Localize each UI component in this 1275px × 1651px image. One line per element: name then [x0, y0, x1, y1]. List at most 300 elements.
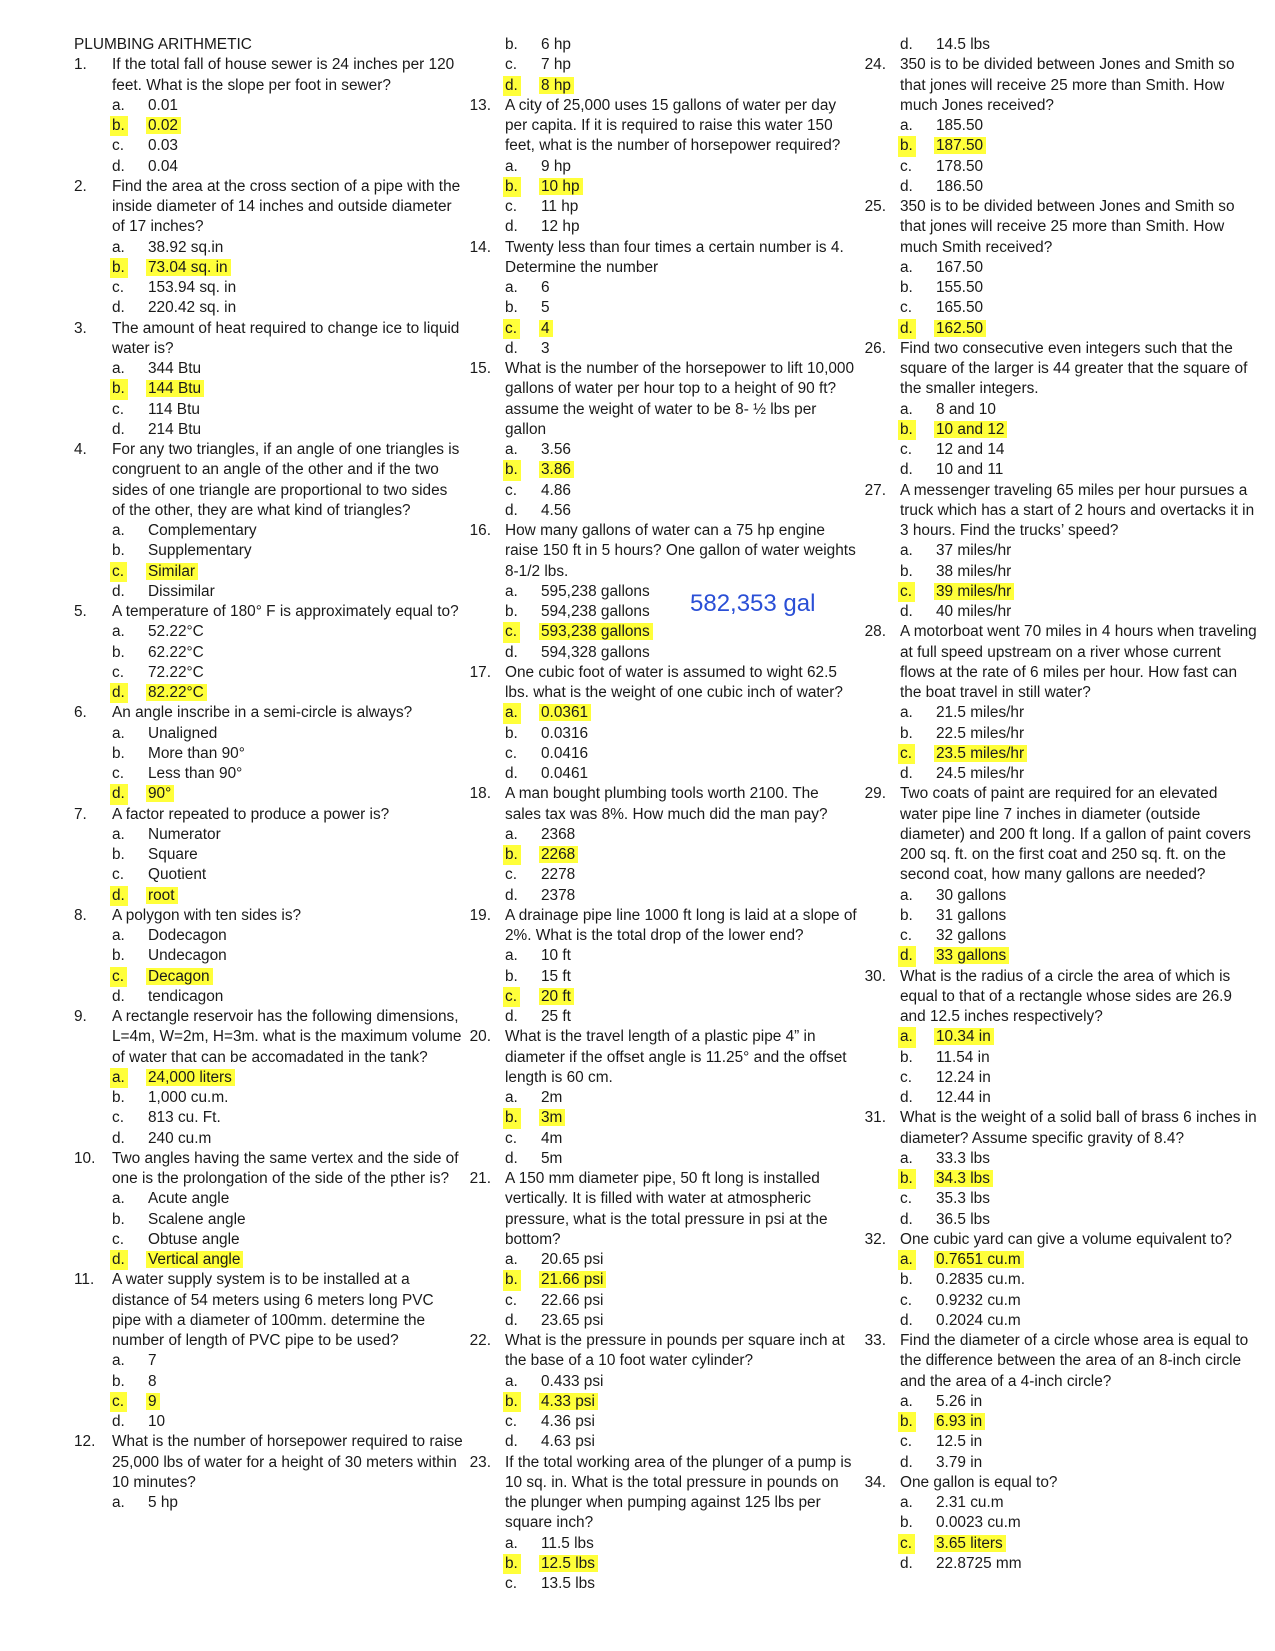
option-letter: d. [505, 886, 518, 904]
question [858, 1331, 1258, 1392]
option-text: 595,238 gallons [541, 582, 650, 600]
option-text: 344 Btu [148, 360, 202, 377]
question-text: A temperature of 180° F is approximately equal to? [112, 603, 459, 620]
question [858, 197, 1258, 258]
option-letter: b. [110, 258, 128, 278]
answer-option [463, 55, 858, 75]
question-text: A 150 mm diameter pipe, 50 ft long is installed vertically. It is filled with water at atmospheric pressure, what is the total pressure in psi at the bottom? [505, 1170, 828, 1248]
option-text: 5 [541, 299, 550, 317]
question-number: 17. [469, 663, 491, 681]
question-text: 350 is to be divided between Jones and Smith so that jones will receive 25 more than Smith. How much Smith received? [900, 198, 1235, 256]
document-title: PLUMBING ARITHMETIC [74, 36, 252, 53]
answer-option [858, 440, 1258, 460]
question-number: 19. [469, 906, 491, 924]
option-text: 6 [541, 279, 550, 296]
answer-option [74, 116, 464, 136]
option-text: 0.04 [148, 157, 178, 175]
option-letter: a. [112, 825, 125, 843]
question-text: A man bought plumbing tools worth 2100. The sales tax was 8%. How much did the man pay? [505, 785, 828, 823]
option-text: 25 ft [541, 1008, 571, 1025]
answer-option [858, 116, 1258, 136]
option-letter: b. [110, 116, 128, 136]
option-letter: c. [110, 1392, 127, 1412]
option-letter: a. [112, 623, 125, 641]
option-letter: b. [112, 947, 125, 965]
answer-option [858, 1088, 1258, 1108]
option-letter: d. [900, 177, 913, 195]
option-letter: c. [112, 137, 124, 155]
question-text: What is the travel length of a plastic pipe 4” in diameter if the offset angle is 11.25° and the offset length is 60 cm. [505, 1028, 847, 1086]
option-letter: a. [900, 886, 913, 904]
highlighted-answer: 8 hp [539, 77, 574, 94]
option-letter: b. [112, 643, 125, 661]
option-letter: c. [112, 1109, 124, 1127]
question-text: The amount of heat required to change ice to liquid water is? [112, 319, 460, 357]
option-text: Quotient [148, 866, 207, 884]
answer-option [74, 1088, 464, 1108]
question [858, 1473, 1258, 1493]
answer-option [858, 136, 1258, 156]
answer-option [463, 217, 858, 237]
option-text: 12.24 in [936, 1068, 991, 1086]
option-letter: c. [900, 441, 912, 458]
option-text: 10 ft [541, 947, 571, 965]
answer-option [858, 1412, 1258, 1432]
highlighted-answer: 593,238 gallons [539, 623, 653, 640]
option-letter: d. [900, 1210, 913, 1228]
option-text: 40 miles/hr [936, 603, 1012, 620]
option-text: 35.3 lbs [936, 1190, 990, 1208]
option-letter: c. [503, 987, 520, 1007]
highlighted-answer: 0.02 [146, 117, 181, 134]
answer-option [74, 1372, 464, 1392]
answer-option [74, 764, 464, 784]
question [74, 703, 464, 723]
highlighted-answer: Decagon [146, 968, 213, 985]
option-letter: d. [112, 582, 125, 600]
option-letter: d. [112, 420, 125, 438]
option-letter: d. [503, 76, 521, 96]
question [74, 1432, 464, 1493]
question [858, 967, 1258, 1028]
option-letter: b. [110, 379, 128, 399]
option-letter: b. [112, 744, 125, 762]
question-number: 10. [74, 1149, 96, 1167]
option-text: 240 cu.m [148, 1129, 212, 1147]
answer-option [463, 724, 858, 744]
option-letter: d. [110, 886, 128, 906]
answer-option [463, 481, 858, 501]
option-text: 8 [148, 1372, 157, 1390]
option-letter: b. [503, 1108, 521, 1128]
option-letter: b. [505, 603, 518, 620]
question-number: 2. [74, 177, 87, 195]
question-text: Find the area at the cross section of a pipe with the inside diameter of 14 inches and outside diameter of 17 inches? [112, 177, 461, 236]
highlighted-answer: 10 hp [539, 178, 583, 195]
option-letter: b. [898, 1412, 916, 1432]
option-letter: d. [505, 501, 518, 519]
option-letter: a. [898, 1250, 916, 1270]
option-text: 2278 [541, 866, 576, 884]
option-text: 5m [541, 1149, 563, 1167]
answer-option [858, 400, 1258, 420]
answer-option [74, 1068, 464, 1088]
option-text: 2368 [541, 825, 576, 843]
option-text: 9 hp [541, 157, 571, 175]
question-text: A drainage pipe line 1000 ft long is laid at a slope of 2%. What is the total drop of the lower end? [505, 906, 857, 944]
answer-option [463, 1270, 858, 1290]
question-text: 350 is to be divided between Jones and Smith so that jones will receive 25 more than Smith. How much Jones received? [900, 56, 1235, 114]
answer-option [463, 987, 858, 1007]
answer-option [858, 1513, 1258, 1533]
option-letter: c. [900, 1433, 912, 1451]
option-text: 6 hp [541, 36, 571, 53]
question [463, 906, 858, 947]
answer-option [858, 1250, 1258, 1270]
option-letter: a. [900, 400, 913, 418]
question-number: 12. [74, 1433, 96, 1451]
option-letter: d. [112, 1129, 125, 1147]
option-text: 30 gallons [936, 886, 1007, 904]
option-letter: a. [898, 1027, 916, 1047]
option-letter: b. [900, 1514, 913, 1532]
question-number: 22. [469, 1332, 491, 1349]
answer-option [463, 1372, 858, 1392]
option-letter: a. [112, 724, 125, 742]
question-number: 14. [469, 238, 491, 256]
answer-option [858, 926, 1258, 946]
option-letter: a. [112, 927, 125, 944]
highlighted-answer: 4.33 psi [539, 1393, 598, 1410]
option-text: 0.2835 cu.m. [936, 1271, 1025, 1289]
option-letter: b. [112, 1089, 125, 1106]
option-letter: b. [900, 279, 913, 296]
question-text: A motorboat went 70 miles in 4 hours when traveling at full speed upstream on a river whose current flows at the rate of 6 miles per hour. How fast can the boat travel in still water? [900, 623, 1257, 701]
answer-option [74, 886, 464, 906]
option-text: Square [148, 846, 198, 863]
answer-option [463, 460, 858, 480]
answer-option [858, 278, 1258, 298]
option-letter: c. [112, 400, 124, 418]
answer-option [74, 400, 464, 420]
option-letter: c. [898, 1534, 915, 1554]
highlighted-answer: 187.50 [934, 137, 986, 154]
highlighted-answer: 34.3 lbs [934, 1170, 993, 1187]
option-letter: a. [505, 582, 518, 600]
question [463, 1027, 858, 1088]
option-text: 114 Btu [148, 400, 200, 418]
option-letter: c. [110, 562, 127, 582]
option-letter: d. [110, 683, 128, 703]
option-letter: d. [898, 319, 916, 339]
option-letter: b. [898, 136, 916, 156]
option-letter: c. [112, 866, 124, 884]
answer-option [463, 1250, 858, 1270]
option-letter: a. [112, 522, 125, 539]
highlighted-answer: 73.04 sq. in [146, 259, 231, 276]
option-text: 12 hp [541, 218, 580, 236]
option-letter: c. [900, 299, 912, 317]
option-letter: a. [900, 1149, 913, 1167]
answer-option [858, 1068, 1258, 1088]
option-letter: b. [900, 1048, 913, 1066]
option-letter: b. [505, 36, 518, 53]
answer-option [858, 1493, 1258, 1513]
question-text: A polygon with ten sides is? [112, 906, 302, 924]
answer-option [463, 865, 858, 885]
option-letter: a. [900, 1392, 913, 1410]
answer-option [463, 967, 858, 987]
option-letter: b. [112, 1372, 125, 1390]
option-text: 22.8725 mm [936, 1554, 1022, 1572]
option-letter: a. [900, 117, 913, 134]
question-text: A city of 25,000 uses 15 gallons of water per day per capita. If it is required to raise this water 150 feet, what is the number of horsepower required? [505, 96, 841, 155]
option-text: Obtuse angle [148, 1230, 240, 1248]
highlighted-answer: 3m [539, 1109, 565, 1126]
option-letter: d. [900, 461, 913, 479]
option-text: 62.22°C [148, 643, 204, 661]
question-text: An angle inscribe in a semi-circle is always? [112, 704, 413, 722]
option-letter: c. [505, 1291, 517, 1309]
column-2 [463, 35, 858, 1594]
option-letter: b. [505, 967, 518, 985]
option-letter: d. [112, 1413, 125, 1430]
option-text: 72.22°C [148, 663, 204, 681]
answer-option [858, 420, 1258, 440]
option-text: 11.54 in [936, 1048, 990, 1066]
question-number: 32. [864, 1230, 886, 1248]
option-letter: b. [503, 1270, 521, 1290]
answer-option [858, 764, 1258, 784]
column-1 [74, 35, 464, 1513]
option-letter: c. [112, 279, 124, 296]
question [858, 622, 1258, 703]
question [858, 481, 1258, 542]
option-letter: d. [505, 218, 518, 236]
answer-option [858, 1554, 1258, 1574]
option-letter: c. [503, 319, 520, 339]
answer-option [74, 582, 464, 602]
question-number: 4. [74, 441, 87, 458]
answer-option [858, 1291, 1258, 1311]
answer-option [74, 926, 464, 946]
option-text: 14.5 lbs [936, 36, 990, 53]
option-text: 12 and 14 [936, 441, 1005, 458]
answer-option [858, 582, 1258, 602]
option-letter: c. [900, 1068, 912, 1086]
option-letter: a. [112, 360, 125, 377]
option-letter: d. [898, 946, 916, 966]
question-number: 33. [864, 1332, 886, 1349]
answer-option [74, 1250, 464, 1270]
option-letter: c. [505, 198, 517, 215]
question-text: What is the weight of a solid ball of brass 6 inches in diameter? Assume specific gravity of 8.4? [900, 1109, 1257, 1147]
question-number: 11. [74, 1271, 95, 1289]
option-text: 0.0461 [541, 765, 589, 782]
answer-option [463, 845, 858, 865]
answer-option [463, 1291, 858, 1311]
answer-option [74, 1351, 464, 1371]
option-text: 813 cu. Ft. [148, 1109, 221, 1127]
answer-option [463, 1311, 858, 1331]
option-letter: b. [505, 724, 518, 742]
question-number: 3. [74, 319, 87, 337]
option-text: 37 miles/hr [936, 542, 1012, 560]
option-letter: a. [505, 157, 518, 175]
option-letter: b. [112, 542, 125, 560]
question [858, 784, 1258, 885]
answer-option [858, 1270, 1258, 1290]
answer-option [463, 1007, 858, 1027]
question [463, 1453, 858, 1534]
option-letter: a. [112, 1352, 125, 1370]
option-letter: c. [900, 157, 912, 175]
option-letter: b. [503, 1392, 521, 1412]
option-letter: c. [900, 1190, 912, 1208]
highlighted-answer: root [146, 887, 178, 904]
option-text: 8 and 10 [936, 400, 996, 418]
option-text: 0.2024 cu.m [936, 1311, 1021, 1329]
answer-option [858, 946, 1258, 966]
answer-option [463, 744, 858, 764]
option-text: tendicagon [148, 987, 224, 1005]
answer-option [74, 967, 464, 987]
option-text: 5 hp [148, 1494, 178, 1511]
question-text: What is the pressure in pounds per square inch at the base of a 10 foot water cylinder? [505, 1332, 845, 1370]
answer-option [858, 35, 1258, 55]
question-text: If the total fall of house sewer is 24 inches per 120 feet. What is the slope per foot in sewer? [112, 56, 455, 94]
option-text: 165.50 [936, 299, 984, 317]
option-letter: d. [505, 1008, 518, 1025]
option-text: Undecagon [148, 947, 227, 965]
option-text: 24.5 miles/hr [936, 765, 1025, 782]
option-text: 10 and 11 [936, 461, 1004, 479]
answer-option [858, 1210, 1258, 1230]
question [463, 359, 858, 440]
option-text: 3 [541, 339, 550, 357]
option-letter: a. [110, 1068, 128, 1088]
answer-option [858, 157, 1258, 177]
option-letter: d. [112, 157, 125, 175]
answer-option [463, 946, 858, 966]
option-letter: d. [900, 1311, 913, 1329]
option-text: 3.79 in [936, 1453, 983, 1471]
option-letter: b. [900, 724, 913, 742]
question-text: One cubic yard can give a volume equivalent to? [900, 1230, 1232, 1248]
option-letter: a. [900, 542, 913, 560]
option-text: 5.26 in [936, 1392, 983, 1410]
option-text: 38 miles/hr [936, 562, 1012, 580]
option-text: 214 Btu [148, 420, 202, 438]
highlighted-answer: 24,000 liters [146, 1069, 235, 1086]
answer-option [463, 278, 858, 298]
answer-option [74, 845, 464, 865]
option-text: 33.3 lbs [936, 1149, 990, 1167]
option-text: 0.433 psi [541, 1372, 604, 1390]
option-text: 22.66 psi [541, 1291, 604, 1309]
option-text: 155.50 [936, 279, 984, 296]
question-text: A factor repeated to produce a power is? [112, 805, 390, 823]
question-number: 1. [74, 56, 87, 74]
question-text: A messenger traveling 65 miles per hour pursues a truck which has a start of 2 hours and overtacks it in 3 hours. Find the trucks’ speed? [900, 481, 1255, 539]
option-letter: d. [505, 765, 518, 782]
option-letter: d. [112, 299, 125, 317]
answer-option [858, 177, 1258, 197]
answer-option [463, 1392, 858, 1412]
option-text: 220.42 sq. in [148, 299, 237, 317]
question [74, 319, 464, 360]
option-letter: d. [900, 1453, 913, 1471]
answer-option [463, 1088, 858, 1108]
option-letter: a. [505, 1372, 518, 1390]
answer-option [74, 946, 464, 966]
question-number: 27. [864, 481, 886, 499]
answer-option [858, 744, 1258, 764]
question-text: What is the number of the horsepower to lift 10,000 gallons of water per hour top to a height of 90 ft? assume the weight of water to be 8- ½ lbs per gallon [505, 360, 855, 438]
question [74, 440, 464, 521]
answer-option [858, 1534, 1258, 1554]
option-letter: d. [900, 1089, 913, 1106]
question-number: 5. [74, 603, 87, 620]
question [74, 177, 464, 238]
answer-option [858, 298, 1258, 318]
highlighted-answer: 162.50 [934, 320, 986, 337]
option-text: 20.65 psi [541, 1251, 604, 1268]
option-letter: c. [112, 765, 124, 782]
option-letter: d. [900, 36, 913, 53]
question-number: 13. [469, 96, 491, 114]
option-letter: c. [503, 622, 520, 642]
option-text: 10 [148, 1413, 166, 1430]
option-letter: d. [505, 643, 518, 661]
option-text: Acute angle [148, 1190, 230, 1208]
highlighted-answer: 20 ft [539, 988, 574, 1005]
option-text: 4m [541, 1129, 563, 1147]
question [463, 1169, 858, 1250]
question [858, 1230, 1258, 1250]
highlighted-answer: 82.22°C [146, 684, 207, 701]
option-letter: a. [112, 1494, 125, 1511]
option-letter: a. [505, 1251, 518, 1268]
question-number: 18. [469, 785, 491, 803]
answer-option [463, 339, 858, 359]
option-letter: c. [112, 663, 124, 681]
option-letter: b. [900, 1271, 913, 1289]
answer-option [858, 1149, 1258, 1169]
answer-option [463, 76, 858, 96]
option-letter: b. [898, 1169, 916, 1189]
option-text: 22.5 miles/hr [936, 724, 1025, 742]
option-letter: c. [505, 1129, 517, 1147]
answer-option [463, 197, 858, 217]
answer-option [463, 1432, 858, 1452]
highlighted-answer: 12.5 lbs [539, 1555, 598, 1572]
answer-option [858, 724, 1258, 744]
answer-option [74, 136, 464, 156]
question-number: 34. [864, 1473, 886, 1491]
answer-option [74, 1189, 464, 1209]
option-letter: a. [900, 704, 913, 722]
answer-option [463, 319, 858, 339]
answer-option [463, 886, 858, 906]
answer-option [463, 1129, 858, 1149]
answer-option [463, 157, 858, 177]
question-number: 7. [74, 805, 87, 823]
highlighted-answer: 144 Btu [146, 380, 204, 397]
answer-option [463, 501, 858, 521]
option-text: 23.65 psi [541, 1311, 604, 1329]
option-letter: c. [898, 744, 915, 764]
